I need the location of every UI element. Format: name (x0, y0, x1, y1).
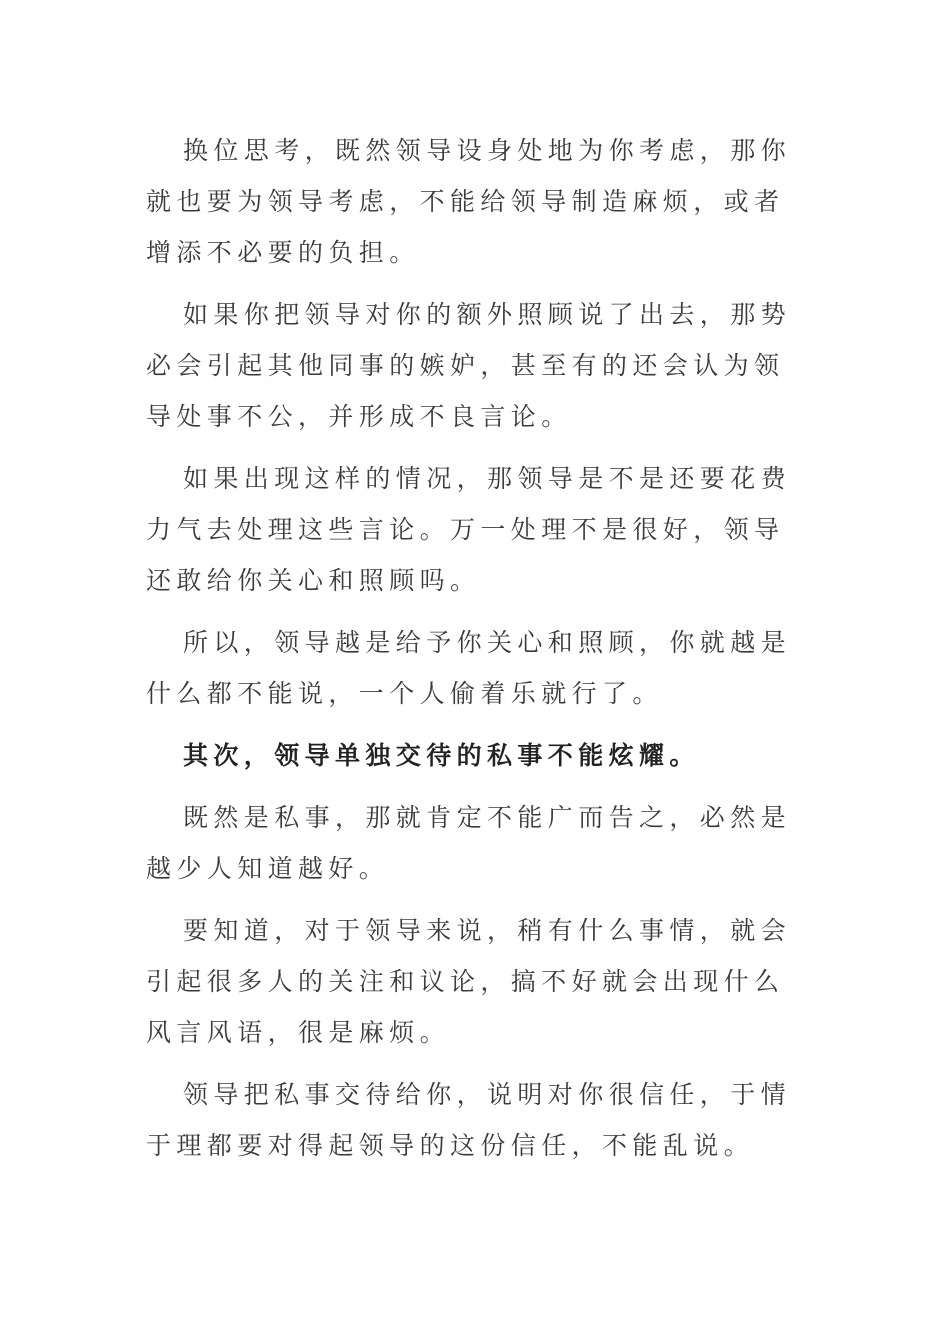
paragraph-7: 要知道，对于领导来说，稍有什么事情，就会引起很多人的关注和议论，搞不好就会出现什么风言风语，很是麻烦。 (146, 916, 792, 1047)
section-heading: 其次，领导单独交待的私事不能炫耀。 (183, 741, 700, 770)
paragraph-4: 所以，领导越是给予你关心和照顾，你就越是什么都不能说，一个人偷着乐就行了。 (146, 628, 792, 708)
paragraph-2: 如果你把领导对你的额外照顾说了出去，那势必会引起其他同事的嫉妒，甚至有的还会认为领导处事不公，并形成不良言论。 (146, 300, 792, 431)
paragraph-8: 领导把私事交待给你，说明对你很信任，于情于理都要对得起领导的这份信任，不能乱说。 (146, 1080, 792, 1160)
paragraph-6: 既然是私事，那就肯定不能广而告之，必然是越少人知道越好。 (146, 803, 792, 883)
paragraph-1: 换位思考，既然领导设身处地为你考虑，那你就也要为领导考虑，不能给领导制造麻烦，或者增添不必要的负担。 (146, 136, 792, 267)
document-body (146, 125, 810, 1182)
paragraph-3: 如果出现这样的情况，那领导是不是还要花费力气去处理这些言论。万一处理不是很好，领导还敢给你关心和照顾吗。 (146, 464, 792, 595)
